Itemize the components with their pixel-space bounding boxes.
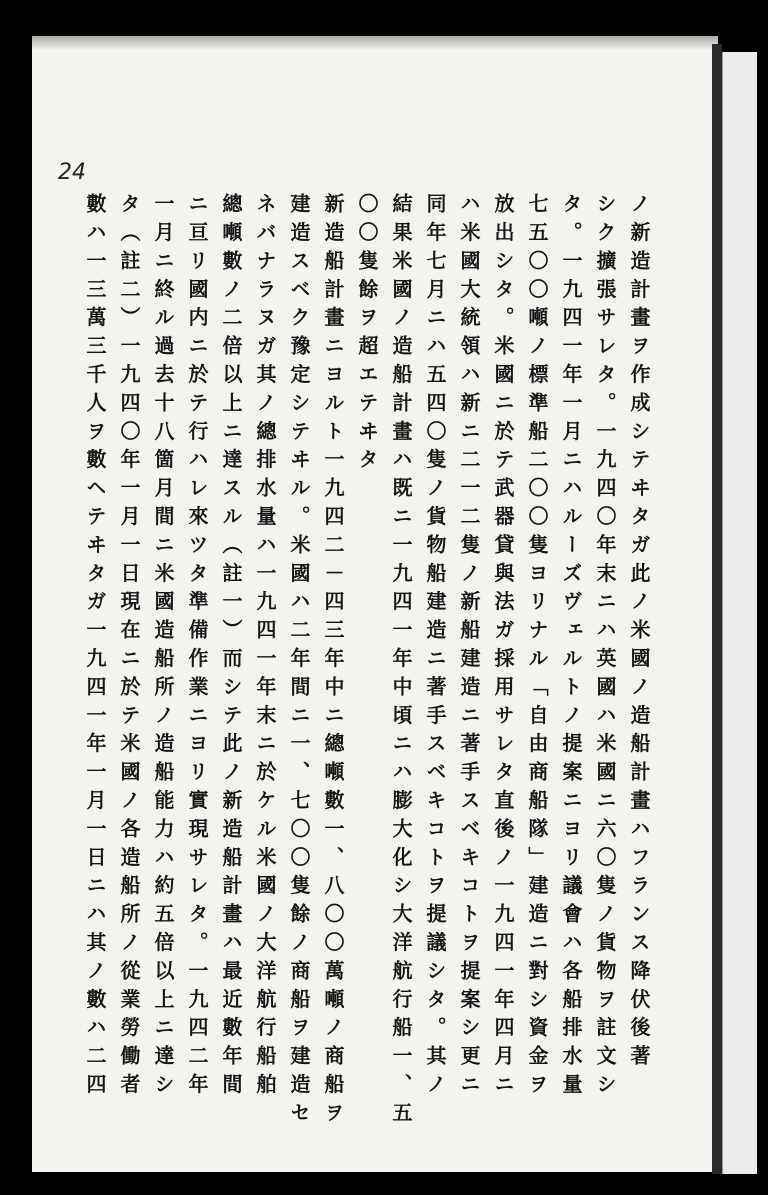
text-column: 〇〇隻餘ヲ超エテヰタ bbox=[355, 193, 379, 477]
text-column: ネバナラヌガ其ノ總排水量ハ一九四一年末ニ於ケル米國ノ大洋航行船舶 bbox=[253, 193, 277, 1102]
text-column: 七五〇〇噸ノ標準船二〇〇隻ヨリナル「自由商船隊」建造ニ對シ資金ヲ bbox=[525, 193, 549, 1102]
text-column: ニ亘リ國内ニ於テ行ハレ來ツタ準備作業ニヨリ實現サレタ。一九四二年 bbox=[185, 193, 209, 1102]
text-column: 結果米國ノ造船計畫ハ既ニ一九四一年中頃ニハ膨大化シ大洋航行船一、五 bbox=[389, 193, 413, 1131]
text-column: ハ米國大統領ハ新ニ二一二隻ノ新船建造ニ著手スベキコトヲ提案シ更ニ bbox=[457, 193, 481, 1102]
text-column: 新造船計畫ニヨルト一九四二－四三年中ニ總噸數一、八〇〇萬噸ノ商船ヲ bbox=[321, 193, 345, 1131]
page-top-shadow bbox=[32, 36, 718, 50]
vertical-text-body bbox=[83, 193, 656, 1153]
page-number: 24 bbox=[58, 160, 86, 185]
text-column: 同年七月ニハ五四〇隻ノ貨物船建造ニ著手スベキコトヲ提議シタ。其ノ bbox=[423, 193, 447, 1102]
text-column: 放出シタ。米國ニ於テ武器貸與法ガ採用サレタ直後ノ一九四一年四月ニ bbox=[491, 193, 515, 1102]
text-column: 總噸數ノ二倍以上ニ達スル（註一）而シテ此ノ新造船計畫ハ最近數年間 bbox=[219, 193, 243, 1102]
facing-page-edge bbox=[722, 52, 757, 1174]
text-column: シク擴張サレタ。一九四〇年末ニハ英國ハ米國ニ六〇隻ノ貨物ヲ註文シ bbox=[593, 193, 617, 1102]
text-column: ノ新造計畫ヲ作成シテヰタガ此ノ米國ノ造船計畫ハフランス降伏後著 bbox=[627, 193, 651, 1074]
text-column: 一月ニ終ル過去十八箇月間ニ米國造船所ノ造船能力ハ約五倍以上ニ達シ bbox=[151, 193, 175, 1102]
text-column: 建造スベク豫定シテヰル。米國ハ二年間ニ一、七〇〇隻餘ノ商船ヲ建造セ bbox=[287, 193, 311, 1131]
book-spine bbox=[712, 44, 722, 1174]
text-column: タ。一九四一年一月ニハルーズヴェルトノ提案ニヨリ議會ハ各船排水量 bbox=[559, 193, 583, 1102]
text-column: タ（註二）一九四〇年一月一日現在ニ於テ米國ノ各造船所ノ從業勞働者 bbox=[117, 193, 141, 1102]
text-column: 數ハ一三萬三千人ヲ數ヘテヰタガ一九四一年一月一日ニハ其ノ數ハ二四 bbox=[83, 193, 107, 1102]
